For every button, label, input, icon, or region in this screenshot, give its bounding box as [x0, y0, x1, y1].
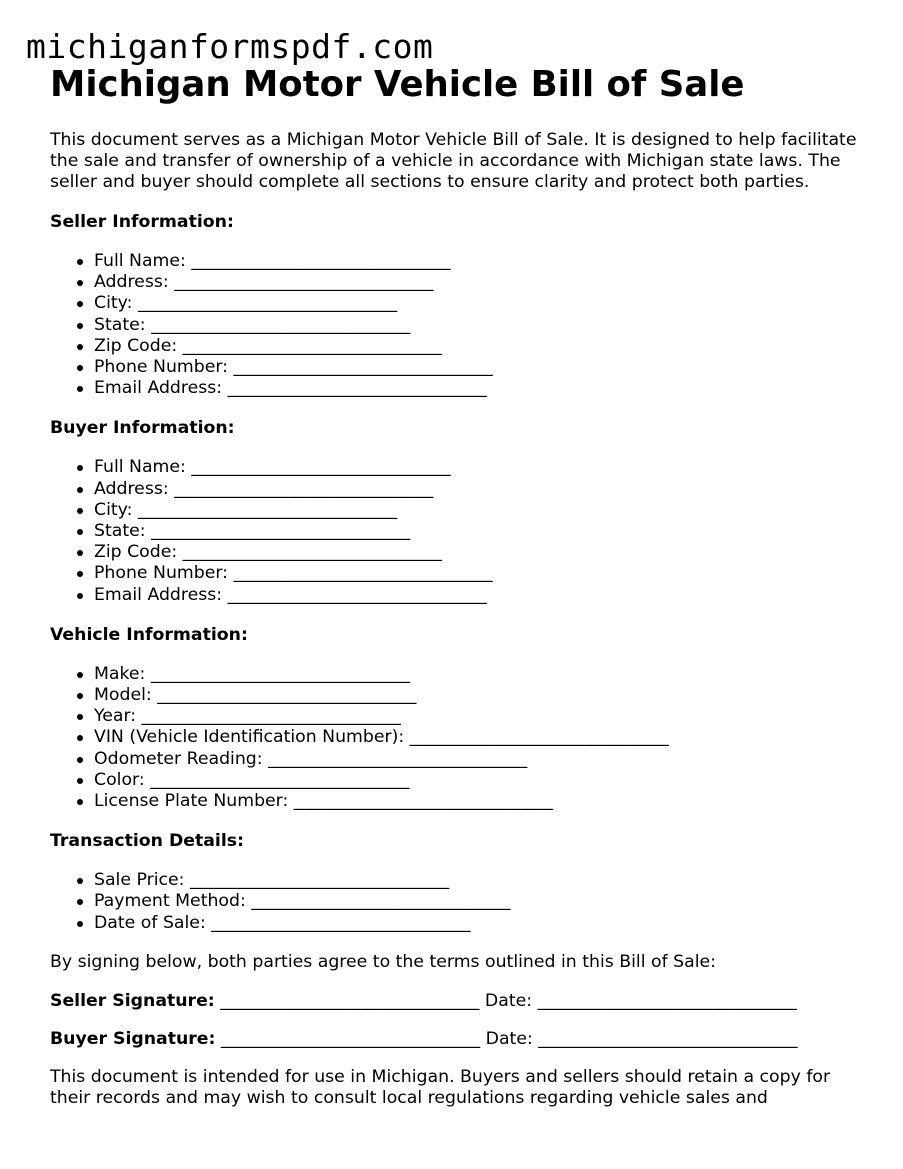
- sale-price-field: Sale Price: ______________________________: [94, 870, 870, 891]
- seller-signature-line: [50, 991, 870, 1012]
- transaction-details-list: [50, 870, 870, 934]
- fill-in-blank[interactable]: ______________________________: [189, 870, 450, 891]
- vehicle-color-field: Color: ______________________________: [94, 770, 870, 791]
- fill-in-blank[interactable]: ______________________________: [409, 727, 669, 748]
- seller-date-blank[interactable]: ______________________________: [537, 990, 797, 1011]
- vehicle-information-list: [50, 664, 870, 812]
- fill-in-blank[interactable]: ______________________________: [268, 748, 528, 769]
- vehicle-license-plate-field: License Plate Number: ______________________________: [94, 791, 870, 812]
- fill-in-blank[interactable]: ______________________________: [151, 314, 411, 335]
- fill-in-blank[interactable]: ______________________________: [233, 357, 493, 378]
- fill-in-blank[interactable]: ______________________________: [182, 542, 442, 563]
- fill-in-blank[interactable]: ______________________________: [182, 335, 442, 356]
- buyer-city-field: City: ______________________________: [94, 500, 870, 521]
- fill-in-blank[interactable]: ______________________________: [174, 478, 434, 499]
- vehicle-vin-field: VIN (Vehicle Identification Number): ______________________________: [94, 727, 870, 748]
- buyer-information-list: [50, 457, 870, 605]
- seller-phone-number-field: Phone Number: ______________________________: [94, 357, 870, 378]
- buyer-phone-number-field: Phone Number: ______________________________: [94, 563, 870, 584]
- intro-paragraph: This document serves as a Michigan Motor Vehicle Bill of Sale. It is designed to help facilitate the sale and transfer of ownership of a vehicle in accordance with Michigan state laws. The seller and buyer should complete all sections to ensure clarity and protect both parties.: [50, 130, 857, 192]
- seller-address-field: Address: ______________________________: [94, 272, 870, 293]
- fill-in-blank[interactable]: ______________________________: [137, 293, 398, 314]
- fill-in-blank[interactable]: ______________________________: [150, 663, 411, 684]
- seller-signature-blank[interactable]: ______________________________: [220, 990, 480, 1011]
- fill-in-blank[interactable]: ______________________________: [174, 272, 434, 293]
- seller-information-list: [50, 251, 870, 399]
- document-page: [50, 62, 870, 1109]
- vehicle-model-field: Model: ______________________________: [94, 685, 870, 706]
- site-watermark: michiganformspdf.com: [26, 27, 434, 66]
- buyer-signature-line: [50, 1029, 870, 1050]
- payment-method-field: Payment Method: ______________________________: [94, 891, 870, 912]
- fill-in-blank[interactable]: ______________________________: [227, 584, 487, 605]
- buyer-signature-label: Buyer Signature:: [50, 1028, 216, 1049]
- buyer-full-name-field: Full Name: ______________________________: [94, 457, 870, 478]
- buyer-date-label: Date:: [485, 1028, 533, 1049]
- vehicle-information-heading: Vehicle Information:: [50, 624, 248, 645]
- closing-paragraph: This document is intended for use in Michigan. Buyers and sellers should retain a copy for their records and may wish to consult local regulations regarding vehicle sales and: [50, 1066, 831, 1108]
- fill-in-blank[interactable]: ______________________________: [233, 563, 493, 584]
- seller-date-label: Date:: [484, 990, 533, 1011]
- fill-in-blank[interactable]: ______________________________: [191, 457, 451, 478]
- fill-in-blank[interactable]: ______________________________: [251, 891, 511, 912]
- seller-information-heading: Seller Information:: [50, 212, 234, 232]
- buyer-date-blank[interactable]: ______________________________: [538, 1028, 798, 1049]
- seller-email-address-field: Email Address: ______________________________: [94, 378, 870, 399]
- buyer-information-heading: Buyer Information:: [50, 418, 235, 439]
- seller-city-field: City: ______________________________: [94, 293, 870, 314]
- fill-in-blank[interactable]: ______________________________: [137, 499, 398, 520]
- fill-in-blank[interactable]: ______________________________: [191, 251, 451, 271]
- seller-full-name-field: Full Name: ______________________________: [94, 251, 870, 272]
- vehicle-year-field: Year: ______________________________: [94, 706, 870, 727]
- buyer-state-field: State: ______________________________: [94, 521, 870, 542]
- transaction-details-heading: Transaction Details:: [50, 831, 244, 852]
- seller-zip-code-field: Zip Code: ______________________________: [94, 336, 870, 357]
- fill-in-blank[interactable]: ______________________________: [151, 521, 411, 542]
- seller-state-field: State: ______________________________: [94, 315, 870, 336]
- seller-signature-label: Seller Signature:: [50, 990, 215, 1011]
- buyer-address-field: Address: ______________________________: [94, 479, 870, 500]
- agreement-statement: By signing below, both parties agree to the terms outlined in this Bill of Sale:: [50, 951, 716, 972]
- vehicle-make-field: Make: ______________________________: [94, 664, 870, 685]
- fill-in-blank[interactable]: ______________________________: [150, 769, 410, 790]
- buyer-zip-code-field: Zip Code: ______________________________: [94, 542, 870, 563]
- date-of-sale-field: Date of Sale: ______________________________: [94, 913, 870, 934]
- buyer-email-address-field: Email Address: ______________________________: [94, 585, 870, 606]
- fill-in-blank[interactable]: ______________________________: [227, 378, 487, 399]
- fill-in-blank[interactable]: ______________________________: [293, 791, 554, 812]
- vehicle-odometer-field: Odometer Reading: ______________________________: [94, 749, 870, 770]
- buyer-signature-blank[interactable]: ______________________________: [220, 1028, 481, 1049]
- fill-in-blank[interactable]: ______________________________: [157, 685, 417, 706]
- fill-in-blank[interactable]: ______________________________: [141, 706, 401, 727]
- document-title: Michigan Motor Vehicle Bill of Sale: [50, 64, 745, 105]
- fill-in-blank[interactable]: ______________________________: [211, 912, 471, 933]
